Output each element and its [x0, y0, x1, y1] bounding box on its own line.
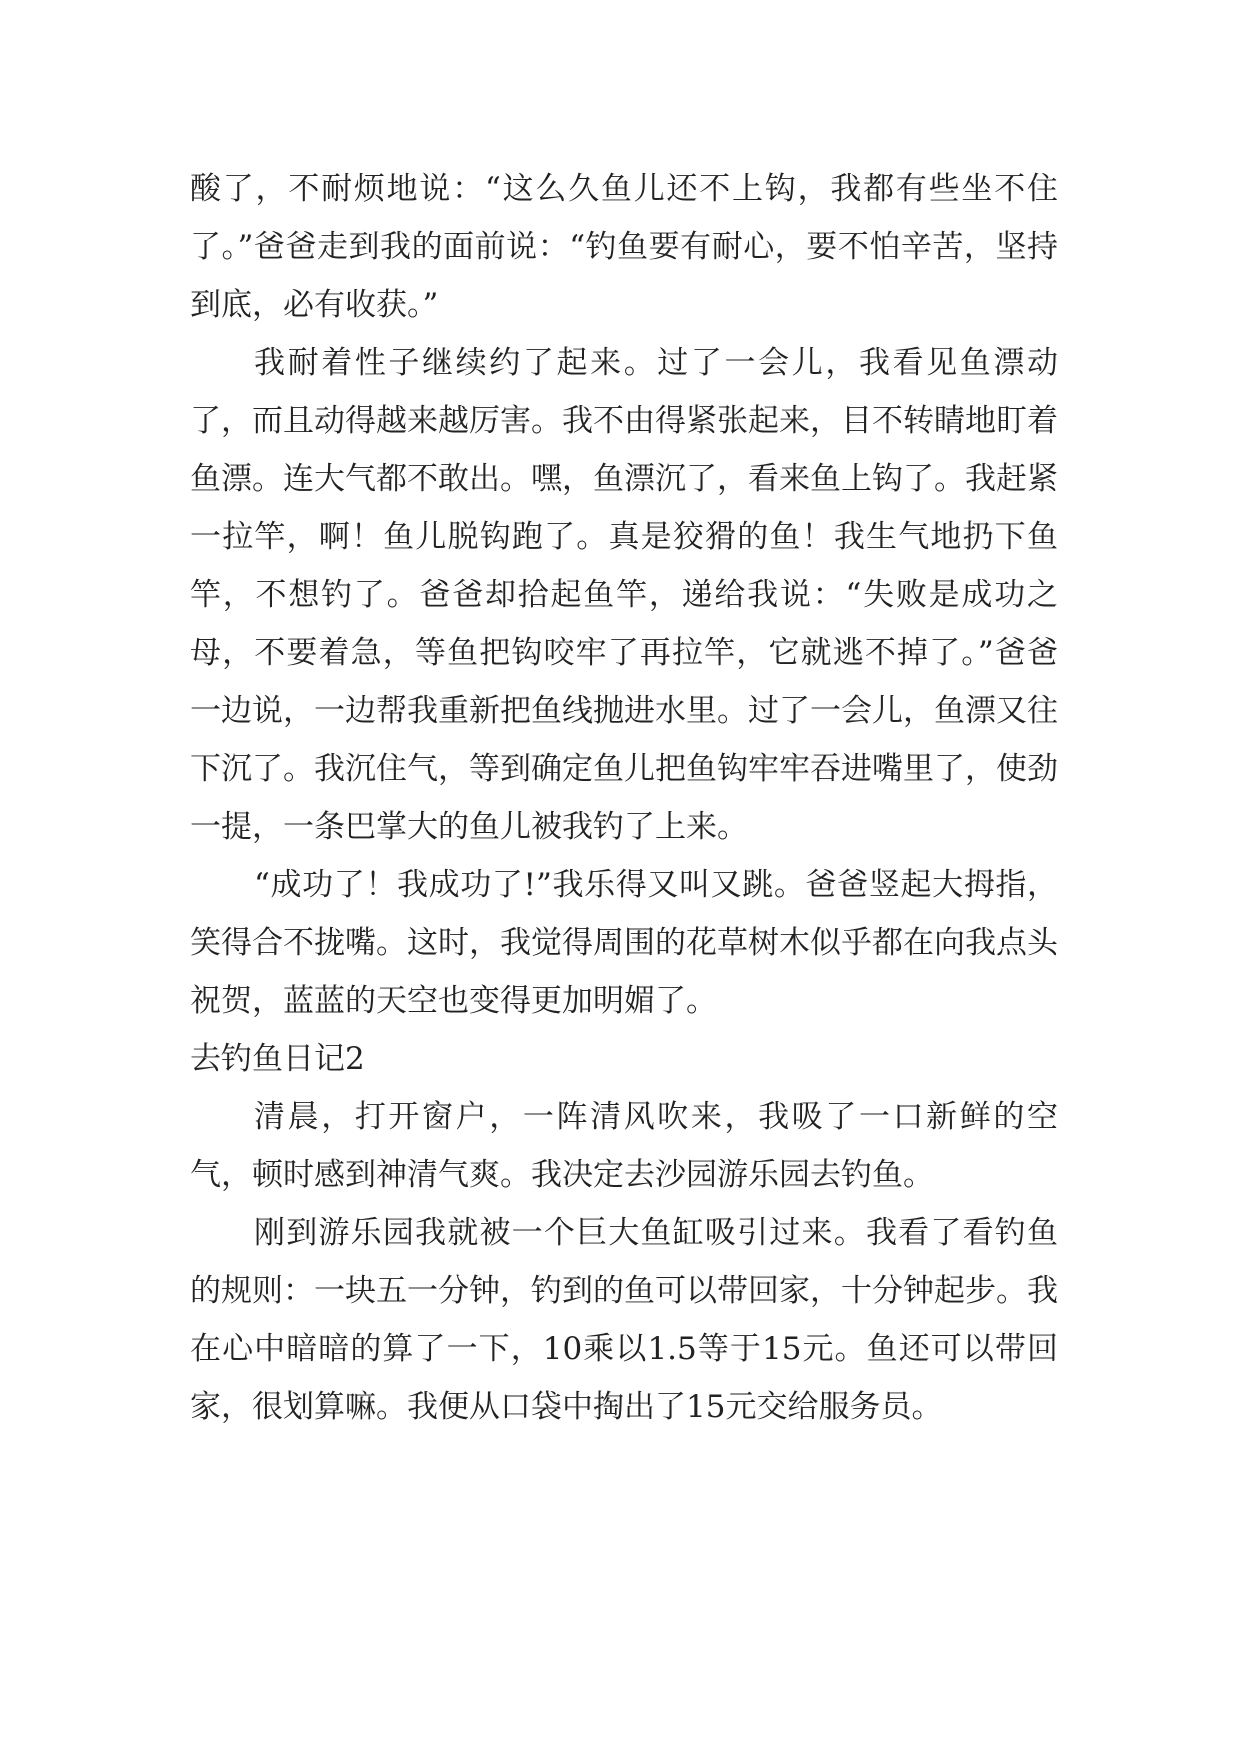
- paragraph: 刚到游乐园我就被一个巨大鱼缸吸引过来。我看了看钓鱼的规则：一块五一分钟，钓到的鱼可以带回家，十分钟起步。我在心中暗暗的算了一下，10乘以1.5等于15元。鱼还可以带回家，很划算嘛。我便从口袋中掏出了15元交给服务员。: [190, 1215, 1058, 1425]
- paragraph: “成功了！我成功了!”我乐得又叫又跳。爸爸竖起大拇指，笑得合不拢嘴。这时，我觉得周围的花草树木似乎都在向我点头祝贺，蓝蓝的天空也变得更加明媚了。: [190, 867, 1058, 1019]
- paragraph: 清晨，打开窗户，一阵清风吹来，我吸了一口新鲜的空气，顿时感到神清气爽。我决定去沙园游乐园去钓鱼。: [190, 1099, 1058, 1193]
- document-body: [190, 160, 1058, 1436]
- paragraph: 我耐着性子继续约了起来。过了一会儿，我看见鱼漂动了，而且动得越来越厉害。我不由得紧张起来，目不转睛地盯着鱼漂。连大气都不敢出。嘿，鱼漂沉了，看来鱼上钩了。我赶紧一拉竿，啊！鱼儿脱钩跑了。真是狡猾的鱼！我生气地扔下鱼竿，不想钓了。爸爸却拾起鱼竿，递给我说：“失败是成功之母，不要着急，等鱼把钩咬牢了再拉竿，它就逃不掉了。”爸爸一边说，一边帮我重新把鱼线抛进水里。过了一会儿，鱼漂又往下沉了。我沉住气，等到确定鱼儿把鱼钩牢牢吞进嘴里了，使劲一提，一条巴掌大的鱼儿被我钓了上来。: [190, 345, 1058, 845]
- paragraph: 酸了，不耐烦地说：“这么久鱼儿还不上钩，我都有些坐不住了。”爸爸走到我的面前说：“钓鱼要有耐心，要不怕辛苦，坚持到底，必有收获。”: [190, 171, 1058, 323]
- section-heading: 去钓鱼日记2: [190, 1041, 365, 1077]
